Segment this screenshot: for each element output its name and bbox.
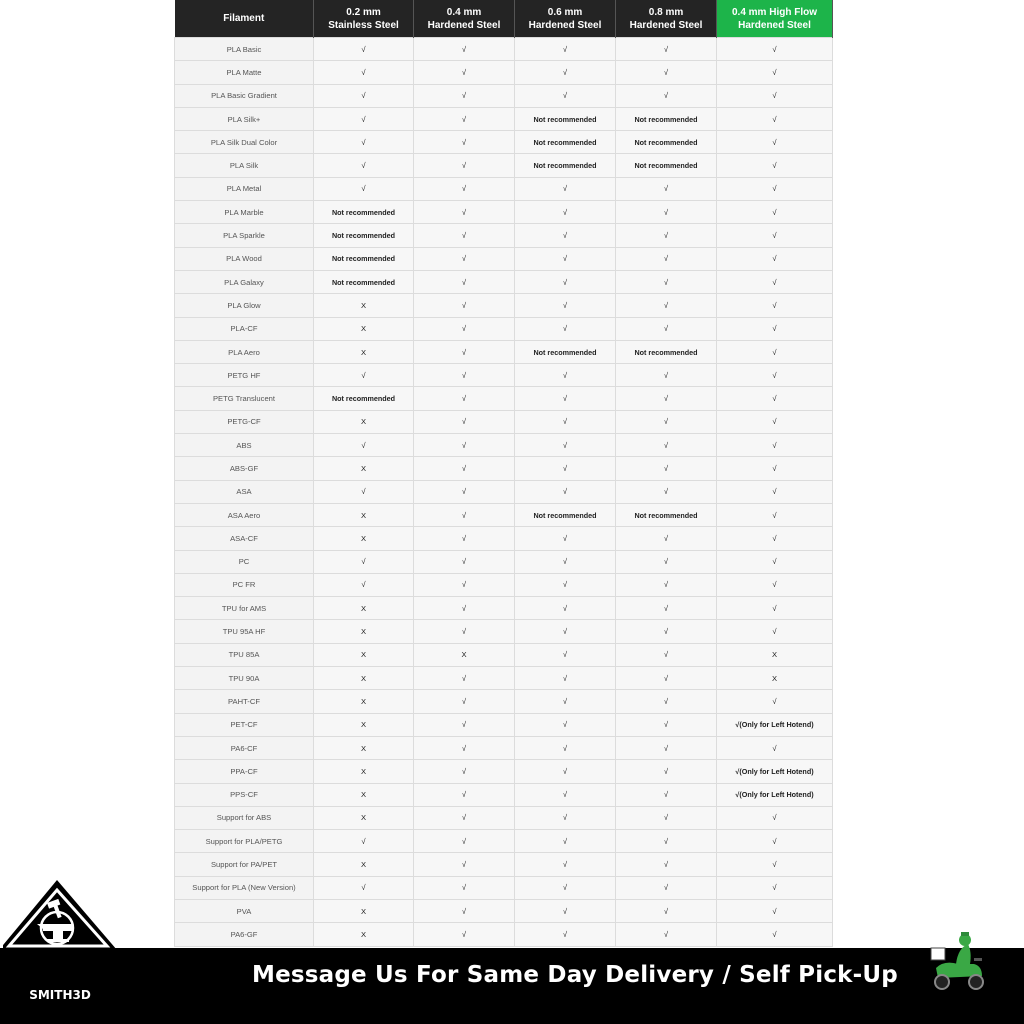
- cell-nozzle-0-4-hardened: √: [414, 923, 515, 946]
- cell-nozzle-0-8-hardened: √: [616, 527, 717, 550]
- compatibility-table: [174, 0, 833, 947]
- cell-nozzle-0-4-hardened: √: [414, 131, 515, 154]
- table-row: [175, 61, 833, 84]
- cell-nozzle-0-2-stainless: X: [314, 783, 414, 806]
- table-row: [175, 643, 833, 666]
- filament-name-cell: PAHT-CF: [175, 690, 314, 713]
- cell-nozzle-0-8-hardened: √: [616, 690, 717, 713]
- cell-nozzle-0-4-hardened: √: [414, 61, 515, 84]
- filament-name-cell: PVA: [175, 899, 314, 922]
- cell-nozzle-0-8-hardened: Not recommended: [616, 503, 717, 526]
- table-row: [175, 364, 833, 387]
- cell-nozzle-0-4-high-flow: √: [717, 503, 833, 526]
- cell-nozzle-0-4-high-flow: √: [717, 899, 833, 922]
- cell-nozzle-0-6-hardened: √: [515, 667, 616, 690]
- cell-nozzle-0-4-hardened: √: [414, 783, 515, 806]
- filament-name-cell: ASA Aero: [175, 503, 314, 526]
- filament-name-cell: ABS: [175, 434, 314, 457]
- cell-nozzle-0-8-hardened: √: [616, 364, 717, 387]
- cell-nozzle-0-4-hardened: √: [414, 84, 515, 107]
- cell-nozzle-0-6-hardened: Not recommended: [515, 131, 616, 154]
- cell-nozzle-0-2-stainless: X: [314, 597, 414, 620]
- cell-nozzle-0-8-hardened: √: [616, 736, 717, 759]
- cell-nozzle-0-6-hardened: √: [515, 527, 616, 550]
- cell-nozzle-0-8-hardened: √: [616, 201, 717, 224]
- filament-name-cell: PLA Metal: [175, 177, 314, 200]
- cell-nozzle-0-2-stainless: Not recommended: [314, 201, 414, 224]
- cell-nozzle-0-4-hardened: √: [414, 38, 515, 61]
- table-row: [175, 736, 833, 759]
- cell-nozzle-0-2-stainless: X: [314, 667, 414, 690]
- filament-name-cell: PLA Aero: [175, 340, 314, 363]
- cell-nozzle-0-6-hardened: Not recommended: [515, 154, 616, 177]
- cell-nozzle-0-6-hardened: √: [515, 713, 616, 736]
- cell-nozzle-0-4-high-flow: √: [717, 84, 833, 107]
- cell-nozzle-0-6-hardened: √: [515, 899, 616, 922]
- filament-name-cell: PA6-CF: [175, 736, 314, 759]
- cell-nozzle-0-4-hardened: √: [414, 201, 515, 224]
- filament-name-cell: TPU for AMS: [175, 597, 314, 620]
- cell-nozzle-0-4-high-flow: √: [717, 154, 833, 177]
- cell-nozzle-0-2-stainless: √: [314, 573, 414, 596]
- cell-nozzle-0-8-hardened: √: [616, 573, 717, 596]
- cell-nozzle-0-2-stainless: X: [314, 457, 414, 480]
- cell-nozzle-0-4-hardened: √: [414, 667, 515, 690]
- cell-nozzle-0-8-hardened: √: [616, 247, 717, 270]
- filament-name-cell: PLA Basic: [175, 38, 314, 61]
- cell-nozzle-0-2-stainless: X: [314, 340, 414, 363]
- table-body: [175, 38, 833, 947]
- cell-nozzle-0-6-hardened: √: [515, 876, 616, 899]
- table-row: [175, 853, 833, 876]
- table-row: [175, 340, 833, 363]
- cell-nozzle-0-2-stainless: Not recommended: [314, 270, 414, 293]
- cell-nozzle-0-2-stainless: √: [314, 177, 414, 200]
- cell-nozzle-0-2-stainless: X: [314, 294, 414, 317]
- cell-nozzle-0-4-high-flow: √: [717, 736, 833, 759]
- filament-name-cell: PLA Wood: [175, 247, 314, 270]
- filament-name-cell: PLA Silk: [175, 154, 314, 177]
- cell-nozzle-0-4-high-flow: √: [717, 597, 833, 620]
- cell-nozzle-0-4-high-flow: √: [717, 806, 833, 829]
- table-row: [175, 923, 833, 946]
- cell-nozzle-0-6-hardened: √: [515, 201, 616, 224]
- cell-nozzle-0-6-hardened: √: [515, 457, 616, 480]
- filament-name-cell: PC FR: [175, 573, 314, 596]
- filament-name-cell: PPA-CF: [175, 760, 314, 783]
- cell-nozzle-0-6-hardened: √: [515, 923, 616, 946]
- cell-nozzle-0-2-stainless: Not recommended: [314, 224, 414, 247]
- cell-nozzle-0-8-hardened: √: [616, 270, 717, 293]
- table-row: [175, 876, 833, 899]
- cell-nozzle-0-8-hardened: √: [616, 643, 717, 666]
- cell-nozzle-0-6-hardened: √: [515, 853, 616, 876]
- cell-nozzle-0-4-hardened: √: [414, 690, 515, 713]
- cell-nozzle-0-6-hardened: √: [515, 294, 616, 317]
- cell-nozzle-0-6-hardened: √: [515, 317, 616, 340]
- cell-nozzle-0-4-hardened: √: [414, 224, 515, 247]
- cell-nozzle-0-2-stainless: X: [314, 317, 414, 340]
- cell-nozzle-0-6-hardened: √: [515, 620, 616, 643]
- cell-nozzle-0-2-stainless: X: [314, 527, 414, 550]
- cell-nozzle-0-8-hardened: Not recommended: [616, 154, 717, 177]
- filament-name-cell: TPU 85A: [175, 643, 314, 666]
- footer-banner: [0, 948, 1024, 1024]
- table-row: [175, 503, 833, 526]
- cell-nozzle-0-6-hardened: √: [515, 364, 616, 387]
- cell-nozzle-0-4-hardened: √: [414, 620, 515, 643]
- table-row: [175, 620, 833, 643]
- header-nozzle-0-6-hardened: 0.6 mm Hardened Steel: [515, 0, 616, 38]
- cell-nozzle-0-4-high-flow: X: [717, 667, 833, 690]
- table-header-row: [175, 0, 833, 38]
- header-nozzle-0-4-hardened: 0.4 mm Hardened Steel: [414, 0, 515, 38]
- filament-name-cell: Support for PLA (New Version): [175, 876, 314, 899]
- cell-nozzle-0-8-hardened: √: [616, 317, 717, 340]
- cell-nozzle-0-8-hardened: √: [616, 713, 717, 736]
- cell-nozzle-0-4-high-flow: √: [717, 201, 833, 224]
- cell-nozzle-0-8-hardened: √: [616, 410, 717, 433]
- cell-nozzle-0-2-stainless: √: [314, 84, 414, 107]
- cell-nozzle-0-6-hardened: √: [515, 760, 616, 783]
- table-row: [175, 806, 833, 829]
- cell-nozzle-0-8-hardened: √: [616, 899, 717, 922]
- header-nozzle-0-4-high-flow: 0.4 mm High Flow Hardened Steel: [717, 0, 833, 38]
- filament-name-cell: PLA Glow: [175, 294, 314, 317]
- cell-nozzle-0-4-high-flow: √(Only for Left Hotend): [717, 713, 833, 736]
- cell-nozzle-0-4-high-flow: √: [717, 317, 833, 340]
- cell-nozzle-0-6-hardened: Not recommended: [515, 107, 616, 130]
- cell-nozzle-0-4-high-flow: √: [717, 247, 833, 270]
- cell-nozzle-0-8-hardened: √: [616, 783, 717, 806]
- cell-nozzle-0-4-high-flow: √: [717, 620, 833, 643]
- footer-message: Message Us For Same Day Delivery / Self Pick-Up: [252, 962, 898, 988]
- cell-nozzle-0-4-high-flow: √: [717, 387, 833, 410]
- cell-nozzle-0-2-stainless: √: [314, 480, 414, 503]
- filament-name-cell: PLA-CF: [175, 317, 314, 340]
- cell-nozzle-0-4-hardened: √: [414, 527, 515, 550]
- cell-nozzle-0-2-stainless: X: [314, 853, 414, 876]
- cell-nozzle-0-8-hardened: √: [616, 620, 717, 643]
- cell-nozzle-0-4-hardened: √: [414, 317, 515, 340]
- cell-nozzle-0-8-hardened: √: [616, 830, 717, 853]
- cell-nozzle-0-4-high-flow: √: [717, 224, 833, 247]
- table-row: [175, 107, 833, 130]
- table-row: [175, 899, 833, 922]
- filament-name-cell: PLA Silk+: [175, 107, 314, 130]
- cell-nozzle-0-8-hardened: Not recommended: [616, 107, 717, 130]
- cell-nozzle-0-4-high-flow: √: [717, 177, 833, 200]
- table-row: [175, 154, 833, 177]
- cell-nozzle-0-4-hardened: √: [414, 340, 515, 363]
- cell-nozzle-0-4-hardened: √: [414, 270, 515, 293]
- cell-nozzle-0-4-high-flow: X: [717, 643, 833, 666]
- cell-nozzle-0-6-hardened: √: [515, 573, 616, 596]
- cell-nozzle-0-4-hardened: √: [414, 294, 515, 317]
- header-nozzle-0-2-stainless: 0.2 mm Stainless Steel: [314, 0, 414, 38]
- cell-nozzle-0-4-hardened: √: [414, 899, 515, 922]
- cell-nozzle-0-8-hardened: √: [616, 806, 717, 829]
- cell-nozzle-0-2-stainless: X: [314, 736, 414, 759]
- table-row: [175, 38, 833, 61]
- filament-name-cell: PETG-CF: [175, 410, 314, 433]
- table-row: [175, 457, 833, 480]
- cell-nozzle-0-6-hardened: √: [515, 550, 616, 573]
- filament-name-cell: PLA Silk Dual Color: [175, 131, 314, 154]
- cell-nozzle-0-4-hardened: √: [414, 830, 515, 853]
- cell-nozzle-0-8-hardened: √: [616, 84, 717, 107]
- cell-nozzle-0-6-hardened: √: [515, 434, 616, 457]
- table-row: [175, 410, 833, 433]
- cell-nozzle-0-8-hardened: √: [616, 457, 717, 480]
- cell-nozzle-0-4-hardened: √: [414, 480, 515, 503]
- cell-nozzle-0-8-hardened: √: [616, 61, 717, 84]
- filament-name-cell: PC: [175, 550, 314, 573]
- cell-nozzle-0-2-stainless: X: [314, 760, 414, 783]
- filament-name-cell: Support for ABS: [175, 806, 314, 829]
- cell-nozzle-0-4-high-flow: √: [717, 340, 833, 363]
- table-row: [175, 270, 833, 293]
- cell-nozzle-0-2-stainless: √: [314, 107, 414, 130]
- cell-nozzle-0-4-high-flow: √: [717, 830, 833, 853]
- cell-nozzle-0-2-stainless: √: [314, 131, 414, 154]
- table-row: [175, 247, 833, 270]
- filament-name-cell: ASA-CF: [175, 527, 314, 550]
- cell-nozzle-0-4-high-flow: √: [717, 364, 833, 387]
- table-row: [175, 667, 833, 690]
- filament-name-cell: ABS-GF: [175, 457, 314, 480]
- cell-nozzle-0-4-high-flow: √: [717, 573, 833, 596]
- table-row: [175, 387, 833, 410]
- cell-nozzle-0-4-high-flow: √: [717, 527, 833, 550]
- cell-nozzle-0-4-high-flow: √: [717, 294, 833, 317]
- cell-nozzle-0-6-hardened: √: [515, 806, 616, 829]
- cell-nozzle-0-4-hardened: √: [414, 806, 515, 829]
- table-row: [175, 550, 833, 573]
- cell-nozzle-0-6-hardened: √: [515, 736, 616, 759]
- table-row: [175, 131, 833, 154]
- cell-nozzle-0-2-stainless: X: [314, 643, 414, 666]
- cell-nozzle-0-6-hardened: √: [515, 480, 616, 503]
- cell-nozzle-0-4-hardened: √: [414, 760, 515, 783]
- cell-nozzle-0-4-high-flow: √: [717, 410, 833, 433]
- cell-nozzle-0-4-high-flow: √(Only for Left Hotend): [717, 760, 833, 783]
- cell-nozzle-0-8-hardened: √: [616, 480, 717, 503]
- cell-nozzle-0-6-hardened: √: [515, 387, 616, 410]
- brand-name: SMITH3D: [29, 988, 91, 1002]
- cell-nozzle-0-8-hardened: √: [616, 667, 717, 690]
- cell-nozzle-0-4-hardened: √: [414, 503, 515, 526]
- cell-nozzle-0-4-hardened: √: [414, 736, 515, 759]
- cell-nozzle-0-8-hardened: √: [616, 177, 717, 200]
- cell-nozzle-0-4-high-flow: √: [717, 923, 833, 946]
- table-row: [175, 573, 833, 596]
- cell-nozzle-0-4-hardened: √: [414, 387, 515, 410]
- cell-nozzle-0-8-hardened: Not recommended: [616, 340, 717, 363]
- cell-nozzle-0-4-hardened: √: [414, 713, 515, 736]
- cell-nozzle-0-6-hardened: Not recommended: [515, 340, 616, 363]
- cell-nozzle-0-8-hardened: √: [616, 853, 717, 876]
- cell-nozzle-0-2-stainless: X: [314, 690, 414, 713]
- cell-nozzle-0-4-hardened: √: [414, 364, 515, 387]
- cell-nozzle-0-4-high-flow: √: [717, 457, 833, 480]
- cell-nozzle-0-8-hardened: √: [616, 224, 717, 247]
- table-row: [175, 480, 833, 503]
- table-row: [175, 317, 833, 340]
- cell-nozzle-0-4-high-flow: √: [717, 690, 833, 713]
- filament-name-cell: ASA: [175, 480, 314, 503]
- cell-nozzle-0-4-hardened: √: [414, 107, 515, 130]
- cell-nozzle-0-2-stainless: X: [314, 410, 414, 433]
- table-row: [175, 760, 833, 783]
- table-row: [175, 690, 833, 713]
- cell-nozzle-0-6-hardened: √: [515, 270, 616, 293]
- cell-nozzle-0-8-hardened: √: [616, 876, 717, 899]
- cell-nozzle-0-6-hardened: √: [515, 597, 616, 620]
- cell-nozzle-0-4-hardened: √: [414, 876, 515, 899]
- table-row: [175, 84, 833, 107]
- header-nozzle-0-8-hardened: 0.8 mm Hardened Steel: [616, 0, 717, 38]
- cell-nozzle-0-6-hardened: √: [515, 643, 616, 666]
- cell-nozzle-0-6-hardened: √: [515, 247, 616, 270]
- filament-name-cell: PLA Sparkle: [175, 224, 314, 247]
- cell-nozzle-0-8-hardened: √: [616, 294, 717, 317]
- table-row: [175, 201, 833, 224]
- cell-nozzle-0-4-hardened: √: [414, 154, 515, 177]
- cell-nozzle-0-4-hardened: √: [414, 597, 515, 620]
- cell-nozzle-0-4-high-flow: √: [717, 480, 833, 503]
- cell-nozzle-0-2-stainless: √: [314, 830, 414, 853]
- table-row: [175, 294, 833, 317]
- cell-nozzle-0-4-high-flow: √: [717, 38, 833, 61]
- cell-nozzle-0-4-high-flow: √: [717, 853, 833, 876]
- cell-nozzle-0-8-hardened: √: [616, 923, 717, 946]
- cell-nozzle-0-4-high-flow: √: [717, 107, 833, 130]
- table-row: [175, 527, 833, 550]
- cell-nozzle-0-4-hardened: √: [414, 853, 515, 876]
- header-filament: Filament: [175, 0, 314, 38]
- table-row: [175, 713, 833, 736]
- cell-nozzle-0-4-high-flow: √: [717, 61, 833, 84]
- cell-nozzle-0-2-stainless: √: [314, 61, 414, 84]
- cell-nozzle-0-4-high-flow: √: [717, 131, 833, 154]
- filament-name-cell: PA6-GF: [175, 923, 314, 946]
- cell-nozzle-0-6-hardened: √: [515, 61, 616, 84]
- cell-nozzle-0-2-stainless: √: [314, 364, 414, 387]
- cell-nozzle-0-6-hardened: √: [515, 830, 616, 853]
- filament-name-cell: PLA Basic Gradient: [175, 84, 314, 107]
- cell-nozzle-0-2-stainless: X: [314, 806, 414, 829]
- cell-nozzle-0-2-stainless: √: [314, 550, 414, 573]
- cell-nozzle-0-2-stainless: X: [314, 713, 414, 736]
- table-row: [175, 224, 833, 247]
- cell-nozzle-0-2-stainless: √: [314, 38, 414, 61]
- cell-nozzle-0-4-hardened: √: [414, 573, 515, 596]
- cell-nozzle-0-4-hardened: √: [414, 550, 515, 573]
- filament-name-cell: Support for PLA/PETG: [175, 830, 314, 853]
- cell-nozzle-0-2-stainless: Not recommended: [314, 247, 414, 270]
- cell-nozzle-0-8-hardened: √: [616, 597, 717, 620]
- cell-nozzle-0-2-stainless: X: [314, 620, 414, 643]
- filament-name-cell: PETG Translucent: [175, 387, 314, 410]
- cell-nozzle-0-6-hardened: √: [515, 177, 616, 200]
- cell-nozzle-0-8-hardened: Not recommended: [616, 131, 717, 154]
- filament-name-cell: PLA Galaxy: [175, 270, 314, 293]
- filament-name-cell: PET-CF: [175, 713, 314, 736]
- cell-nozzle-0-6-hardened: √: [515, 410, 616, 433]
- cell-nozzle-0-2-stainless: √: [314, 154, 414, 177]
- table-row: [175, 177, 833, 200]
- cell-nozzle-0-2-stainless: √: [314, 434, 414, 457]
- cell-nozzle-0-8-hardened: √: [616, 38, 717, 61]
- cell-nozzle-0-4-hardened: √: [414, 247, 515, 270]
- filament-name-cell: TPU 90A: [175, 667, 314, 690]
- filament-name-cell: Support for PA/PET: [175, 853, 314, 876]
- cell-nozzle-0-4-hardened: √: [414, 434, 515, 457]
- cell-nozzle-0-2-stainless: X: [314, 503, 414, 526]
- cell-nozzle-0-4-hardened: √: [414, 457, 515, 480]
- cell-nozzle-0-8-hardened: √: [616, 550, 717, 573]
- cell-nozzle-0-8-hardened: √: [616, 760, 717, 783]
- delivery-scooter-icon: [928, 930, 990, 996]
- cell-nozzle-0-6-hardened: √: [515, 224, 616, 247]
- cell-nozzle-0-6-hardened: √: [515, 783, 616, 806]
- filament-name-cell: PPS-CF: [175, 783, 314, 806]
- cell-nozzle-0-4-high-flow: √: [717, 434, 833, 457]
- filament-name-cell: PETG HF: [175, 364, 314, 387]
- cell-nozzle-0-4-high-flow: √: [717, 550, 833, 573]
- cell-nozzle-0-6-hardened: √: [515, 38, 616, 61]
- cell-nozzle-0-2-stainless: X: [314, 923, 414, 946]
- table-row: [175, 830, 833, 853]
- cell-nozzle-0-2-stainless: X: [314, 899, 414, 922]
- cell-nozzle-0-4-hardened: X: [414, 643, 515, 666]
- table-row: [175, 783, 833, 806]
- cell-nozzle-0-8-hardened: √: [616, 387, 717, 410]
- cell-nozzle-0-4-high-flow: √(Only for Left Hotend): [717, 783, 833, 806]
- cell-nozzle-0-4-hardened: √: [414, 410, 515, 433]
- cell-nozzle-0-8-hardened: √: [616, 434, 717, 457]
- filament-name-cell: PLA Marble: [175, 201, 314, 224]
- cell-nozzle-0-4-high-flow: √: [717, 270, 833, 293]
- filament-name-cell: TPU 95A HF: [175, 620, 314, 643]
- cell-nozzle-0-6-hardened: √: [515, 84, 616, 107]
- cell-nozzle-0-2-stainless: √: [314, 876, 414, 899]
- table-row: [175, 434, 833, 457]
- cell-nozzle-0-4-high-flow: √: [717, 876, 833, 899]
- cell-nozzle-0-6-hardened: Not recommended: [515, 503, 616, 526]
- cell-nozzle-0-4-hardened: √: [414, 177, 515, 200]
- filament-name-cell: PLA Matte: [175, 61, 314, 84]
- cell-nozzle-0-6-hardened: √: [515, 690, 616, 713]
- table-row: [175, 597, 833, 620]
- cell-nozzle-0-2-stainless: Not recommended: [314, 387, 414, 410]
